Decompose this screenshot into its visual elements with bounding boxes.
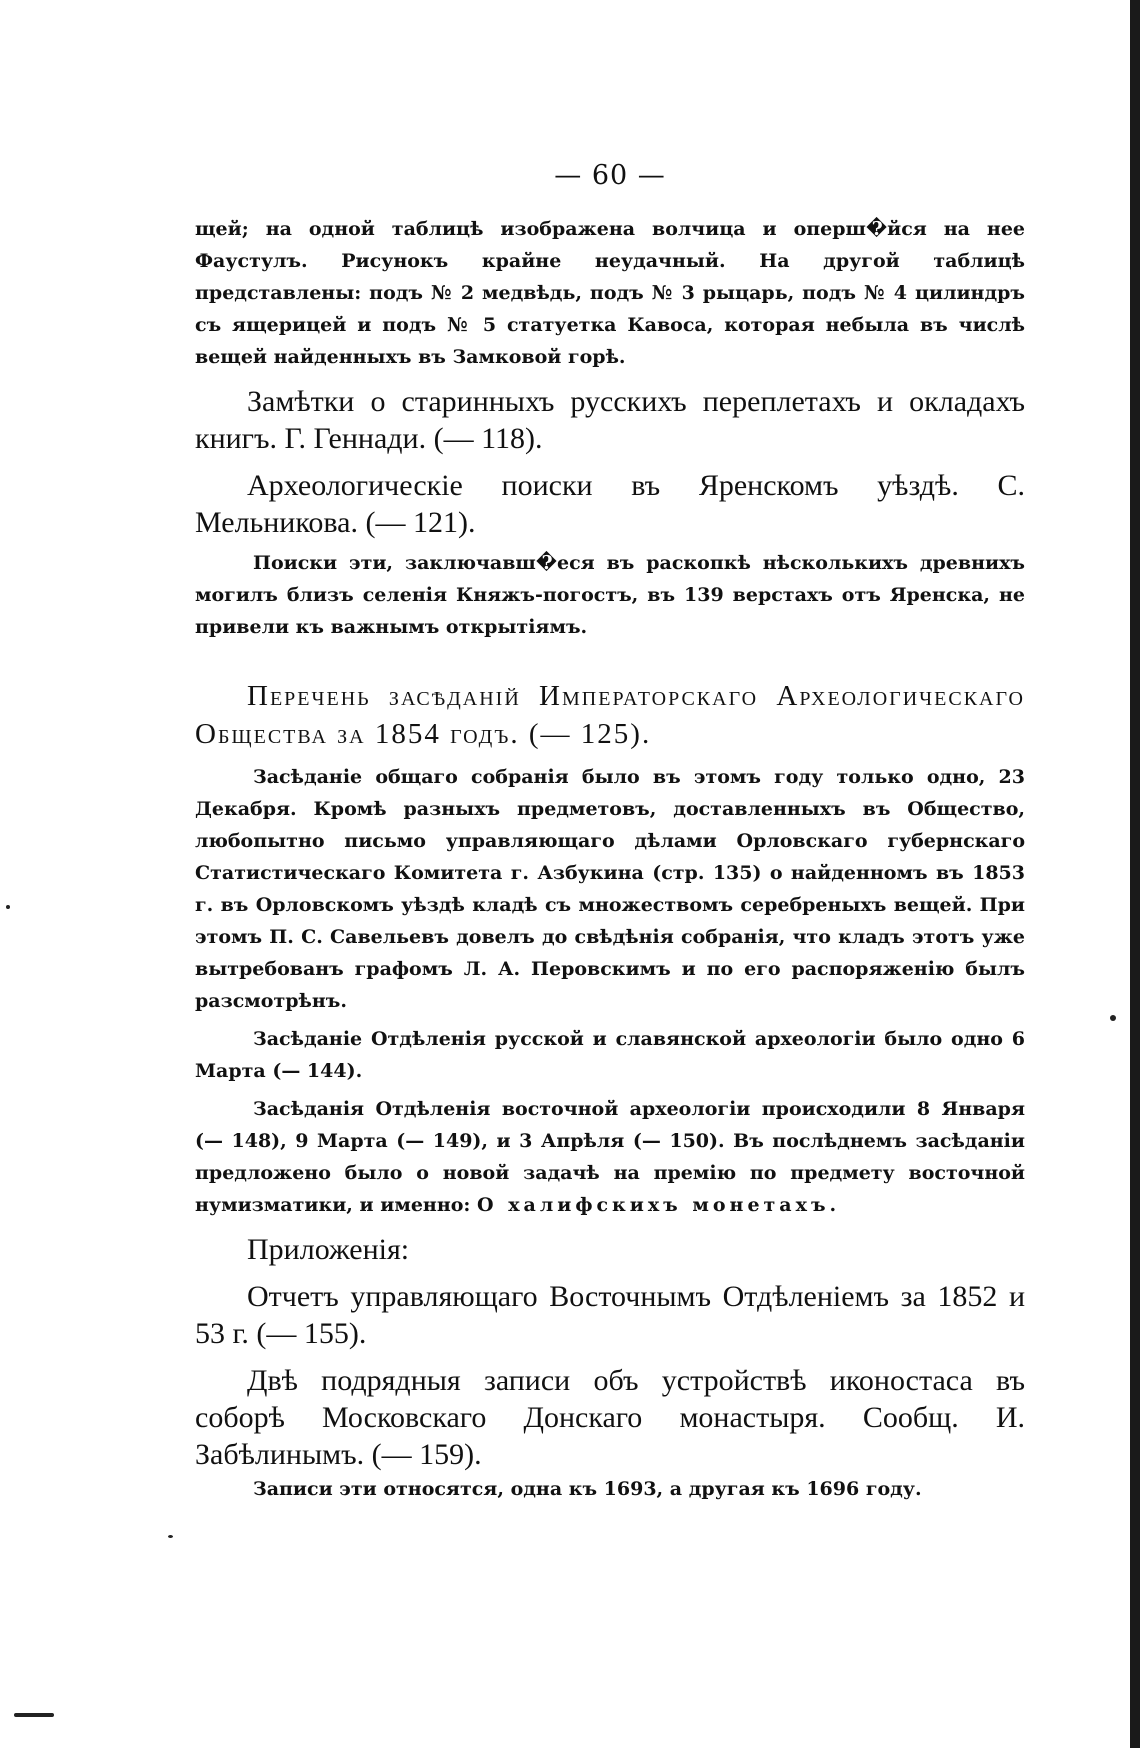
session-eastern-topic: О халифскихъ монетахъ. xyxy=(477,1194,841,1216)
page-number: — 60 — xyxy=(554,160,666,191)
appendix-report-title: Отчетъ управляющаго Восточнымъ Отдѣленiемъ за 1852 и 53 г. (— 155). xyxy=(195,1280,1025,1350)
page-edge-shadow xyxy=(1130,0,1140,1748)
archaeology-paragraph: Поиски эти, заключавш�еся въ раскопкѣ нѣсколькихъ древнихъ могилъ близъ селенiя Княжъ-погостъ, въ 139 верстахъ отъ Яренска, не привели къ важнымъ открытiямъ. xyxy=(195,552,1025,638)
article-notes-title: Замѣтки о старинныхъ русскихъ переплетахъ и окладахъ книгъ. Г. Геннади. (— 118). xyxy=(195,385,1025,455)
scan-speck xyxy=(168,1535,173,1538)
section-heading: Перечень засѣданiй Императорскаго Археологическаго Общества за 1854 годъ. (— 125). xyxy=(195,680,1025,750)
book-page xyxy=(195,160,1025,1505)
scan-speck xyxy=(6,905,10,909)
session-general-paragraph: Засѣданiе общаго собранiя было въ этомъ году только одно, 23 Декабря. Кромѣ разныхъ предметовъ, доставленныхъ въ Общество, любопытно письмо управляющаго дѣлами Орловскаго губернскаго Статистическаго Комитета г. Азбукина (стр. 135) о найденномъ въ 1853 г. въ Орловскомъ уѣздѣ кладѣ съ множествомъ серебреныхъ вещей. При этомъ П. С. Савельевъ довелъ до свѣдѣнiя собранiя, что кладъ этотъ уже вытребованъ графомъ Л. А. Перовскимъ и по его распоряженiю былъ разсмотрѣнъ. xyxy=(195,766,1025,1012)
intro-paragraph: щей; на одной таблицѣ изображена волчица и оперш�йся на нее Фаустулъ. Рисунокъ крайне неудачный. На другой таблицѣ представлены: подъ № 2 медвѣдь, подъ № 3 рыцарь, подъ № 4 цилиндръ съ ящерицей и подъ № 5 статуетка Кавоса, которая небыла въ числѣ вещей найденныхъ въ Замковой горѣ. xyxy=(195,218,1025,368)
session-russian-paragraph: Засѣданiе Отдѣленiя русской и славянской археологiи было одно 6 Марта (— 144). xyxy=(195,1028,1025,1082)
article-archaeology-title: Археологическiе поиски въ Яренскомъ уѣздѣ. С. Мельникова. (— 121). xyxy=(195,469,1025,539)
appendices-label: Приложенiя: xyxy=(247,1233,410,1266)
appendix-records-title: Двѣ подрядныя записи объ устройствѣ иконостаса въ соборѣ Московскаго Донскаго монастыря. Сообщ. И. Забѣлинымъ. (— 159). xyxy=(195,1364,1025,1471)
scan-mark xyxy=(14,1713,54,1717)
session-eastern-paragraph xyxy=(195,1093,1025,1221)
session-eastern-main: Засѣданiя Отдѣленiя восточной археологiи происходили 8 Января (— 148), 9 Марта (— 149), и 3 Апрѣля (— 150). Въ послѣднемъ засѣданiи предложено было о новой задачѣ на премiю по предмету восточной нумизматики, и именно: xyxy=(195,1098,1025,1216)
scan-speck xyxy=(1110,1015,1116,1021)
records-paragraph: Записи эти относятся, одна къ 1693, а другая къ 1696 году. xyxy=(253,1478,922,1500)
